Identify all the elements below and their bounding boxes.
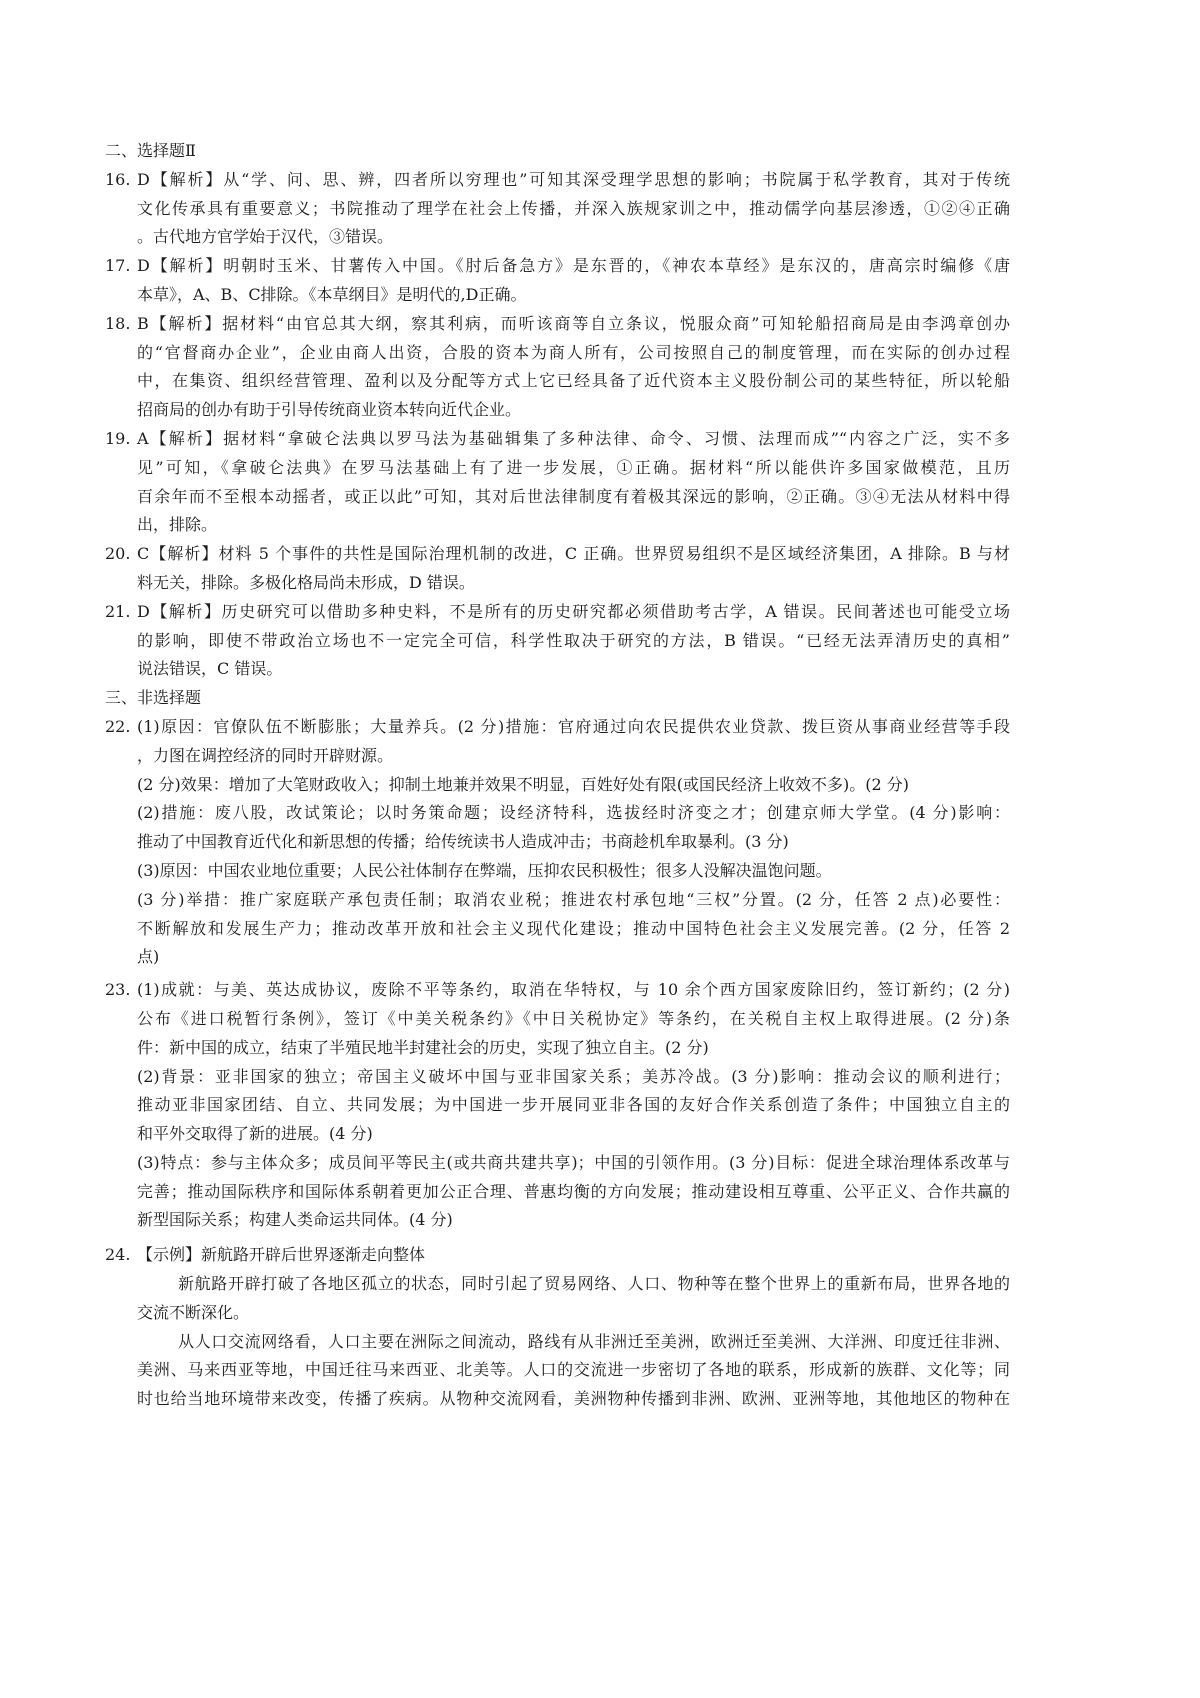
answer-body [137,166,1010,252]
question-number: 24. [105,1245,131,1265]
answer-line: 推动了中国教育近代化和新思想的传播；给传统读书人造成冲击；书商趁机牟取暴利。(3 分) [137,832,789,852]
question-number: 18. [105,313,131,333]
answer-line: 完善；推动国际秩序和国际体系朝着更加公正合理、普惠均衡的方向发展；推动建设相互尊重、公平正义、合作共赢的 [137,1181,1010,1201]
answer-item [105,713,1010,972]
section-heading: 三、非选择题 [105,688,202,708]
answer-line: 出，排除。 [137,515,218,535]
answer-line: 件：新中国的成立，结束了半殖民地半封建社会的历史，实现了独立自主。(2 分) [137,1037,709,1057]
answer-line: 文化传承具有重要意义；书院推动了理学在社会上传播，并深入族规家训之中，推动儒学向基层渗透，①②④正确 [137,198,1010,218]
answer-line: 中，在集资、组织经营管理、盈利以及分配等方式上它已经具备了近代资本主义股份制公司的某些特征，所以轮船 [137,371,1010,391]
answer-line: (2)措施：废八股，改试策论；以时务策命题；设经济特科，选拔经时济变之才；创建京师大学堂。(4 分)影响： [137,803,1010,823]
answer-line: D【解析】历史研究可以借助多种史料，不是所有的历史研究都必须借助考古学，A 错误。民间著述也可能受立场 [137,601,1010,621]
answer-body [137,425,1010,540]
answer-item [105,1241,1010,1414]
answer-item [105,425,1010,540]
answer-body [137,540,1010,598]
answer-line: (3 分)举措：推广家庭联产承包责任制；取消农业税；推进农村承包地“三权”分置。(2 分，任答 2 点)必要性： [137,889,1010,909]
answer-line: (2)背景：亚非国家的独立；帝国主义破坏中国与亚非国家关系；美苏冷战。(3 分)影响：推动会议的顺利进行； [137,1066,1010,1086]
answer-line: (3)原因：中国农业地位重要；人民公社体制存在弊端，压抑农民积极性；很多人没解决温饱问题。 [137,860,832,880]
answer-line: C【解析】材料 5 个事件的共性是国际治理机制的改进，C 正确。世界贸易组织不是区域经济集团，A 排除。B 与材 [137,544,1010,564]
answer-line: ，力图在调控经济的同时开辟财源。 [137,745,394,765]
answer-line: 点) [137,947,160,967]
answer-line: B【解析】据材料“由官总其大纲，察其利病，而听该商等自立条议，悦服众商”可知轮船招商局是由李鸿章创办 [137,313,1010,333]
answer-line: 新航路开辟打破了各地区孤立的状态，同时引起了贸易网络、人口、物种等在整个世界上的重新布局，世界各地的 [178,1274,1010,1294]
question-number: 16. [105,169,131,189]
question-number: 22. [105,716,131,736]
answer-line: 。古代地方官学始于汉代，③错误。 [137,227,394,247]
answer-item [105,540,1010,598]
answer-line: 见”可知，《拿破仑法典》在罗马法基础上有了进一步发展，①正确。据材料“所以能供许多国家做模范，且历 [137,457,1010,477]
answer-line: 招商局的创办有助于引导传统商业资本转向近代企业。 [137,400,522,420]
question-number: 17. [105,256,131,276]
answer-body [137,713,1010,972]
answer-line: 的影响，即使不带政治立场也不一定完全可信，科学性取决于研究的方法，B 错误。“已经无法弄清历史的真相” [137,630,1010,650]
answer-item [105,310,1010,425]
answer-line: 百余年而不至根本动摇者，或正以此”可知，其对后世法律制度有着极其深远的影响，②正确。③④无法从材料中得 [137,486,1010,506]
answer-line: 新型国际关系；构建人类命运共同体。(4 分) [137,1210,453,1230]
answer-item [105,976,1010,1235]
answer-line: (1)原因：官僚队伍不断膨胀；大量养兵。(2 分)措施：官府通过向农民提供农业贷款、拨巨资从事商业经营等手段 [137,716,1010,736]
answer-line: 说法错误，C 错误。 [137,659,283,679]
answer-body [137,976,1010,1235]
answer-body [137,598,1010,684]
question-number: 23. [105,980,131,1000]
answer-line: 不断解放和发展生产力；推动改革开放和社会主义现代化建设；推动中国特色社会主义发展完善。(2 分，任答 2 [137,918,1010,938]
essay-title: 【示例】新航路开辟后世界逐渐走向整体 [137,1245,426,1265]
answer-item [105,252,1010,310]
answer-line: (2 分)效果：增加了大笔财政收入；抑制土地兼并效果不明显，百姓好处有限(或国民经济上收效不多)。(2 分) [137,774,909,794]
question-number: 20. [105,544,131,564]
answer-body [137,1241,1010,1414]
answer-item [105,166,1010,252]
answer-line: 本草》，A、B、C排除。《本草纲目》是明代的,D正确。 [137,284,527,304]
answer-line: (1)成就：与美、英达成协议，废除不平等条约，取消在华特权，与 10 余个西方国家废除旧约，签订新约；(2 分) [137,980,1010,1000]
answer-line: D【解析】明朝时玉米、甘薯传入中国。《肘后备急方》是东晋的，《神农本草经》是东汉的，唐高宗时编修《唐 [137,256,1010,276]
answer-item [105,598,1010,684]
question-number: 21. [105,601,131,621]
section-heading: 二、选择题Ⅱ [105,141,196,160]
answer-line: 交流不断深化。 [137,1302,250,1322]
answer-body [137,252,1010,310]
answer-line: 料无关，排除。多极化格局尚未形成，D 错误。 [137,572,475,592]
answer-line: D【解析】从“学、问、思、辨，四者所以穷理也”可知其深受理学思想的影响；书院属于私学教育，其对于传统 [137,169,1010,189]
answer-line: 和平外交取得了新的进展。(4 分) [137,1124,373,1144]
answer-line: 的“官督商办企业”，企业由商人出资，合股的资本为商人所有，公司按照自己的制度管理，而在实际的创办过程 [137,342,1010,362]
answer-line: A【解析】据材料“拿破仑法典以罗马法为基础辑集了多种法律、命令、习惯、法理而成”“内容之广泛，实不多 [137,428,1010,448]
answer-line: (3)特点：参与主体众多；成员间平等民主(或共商共建共享)；中国的引领作用。(3 分)目标：促进全球治理体系改革与 [137,1152,1010,1172]
answer-line: 时也给当地环境带来改变，传播了疾病。从物种交流网看，美洲物种传播到非洲、欧洲、亚洲等地，其他地区的物种在 [137,1389,1010,1409]
answer-body [137,310,1010,425]
answer-line: 美洲、马来西亚等地，中国迁往马来西亚、北美等。人口的交流进一步密切了各地的联系，形成新的族群、文化等；同 [137,1360,1010,1380]
answer-line: 从人口交流网络看，人口主要在洲际之间流动，路线有从非洲迁至美洲，欧洲迁至美洲、大洋洲、印度迁往非洲、 [178,1331,1010,1351]
question-number: 19. [105,428,131,448]
answer-line: 公布《进口税暂行条例》，签订《中美关税条约》《中日关税协定》等条约，在关税自主权上取得进展。(2 分)条 [137,1008,1010,1028]
answer-line: 推动亚非国家团结、自立、共同发展；为中国进一步开展同亚非各国的友好合作关系创造了条件；中国独立自主的 [137,1095,1010,1115]
